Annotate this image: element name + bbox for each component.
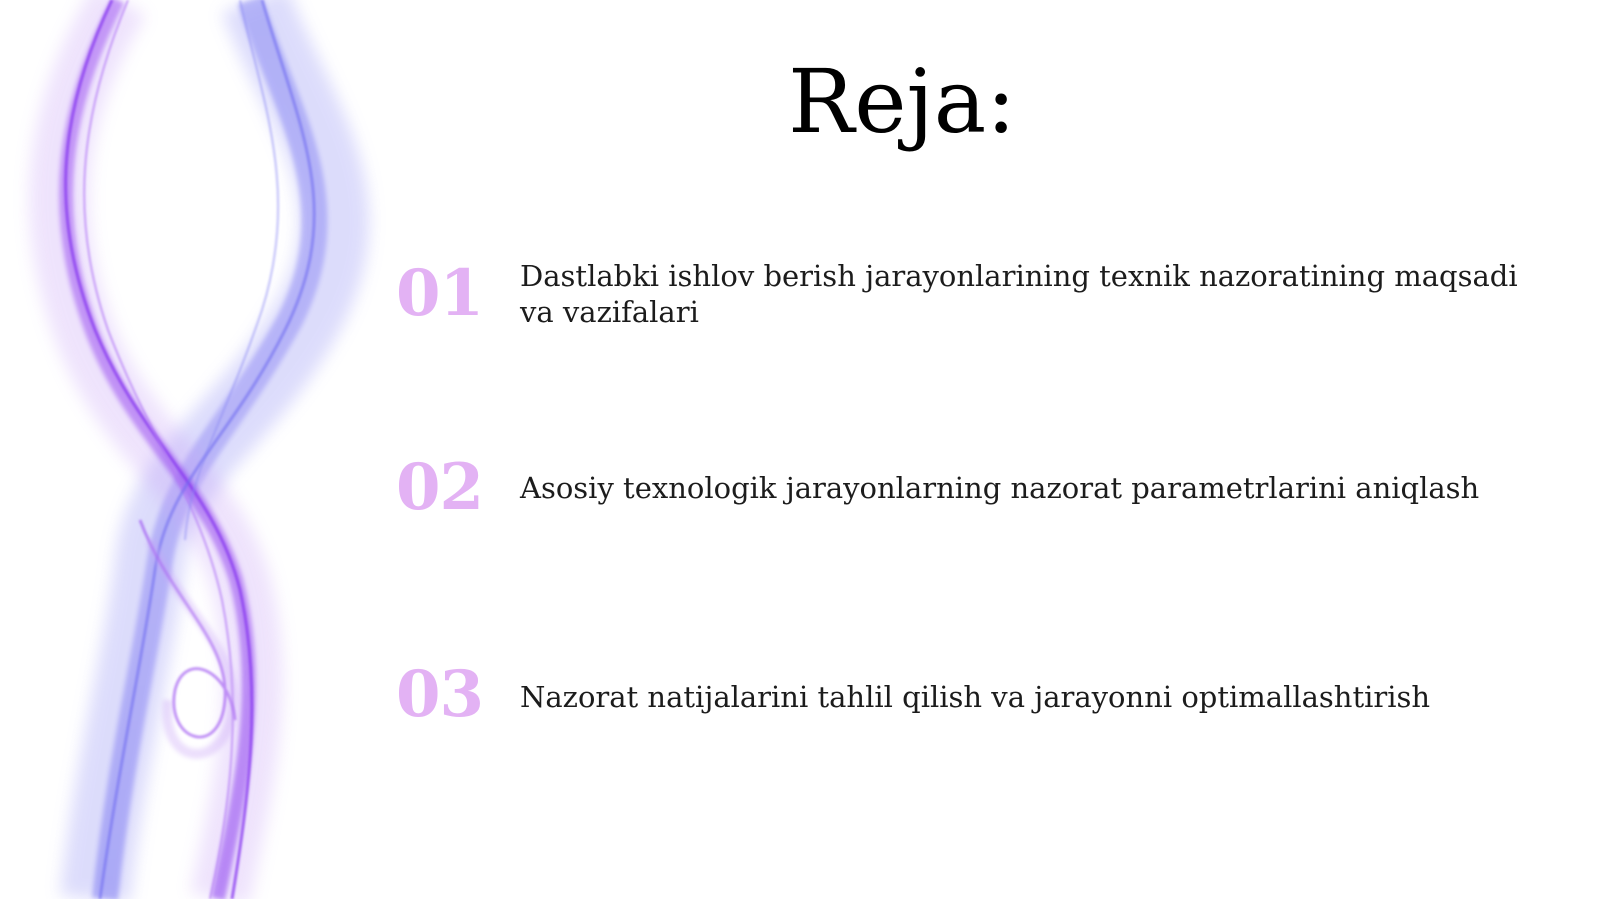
agenda-item-2-text: Asosiy texnologik jarayonlarning nazorat parametrlarini aniqlash [520, 471, 1480, 505]
agenda-item-3-text: Nazorat natijalarini tahlil qilish va jarayonni optimallashtirish [520, 680, 1431, 714]
slide-title: Reja: [788, 50, 1016, 153]
agenda-item-3 [396, 657, 1546, 732]
agenda-item-1 [396, 258, 1546, 330]
agenda-item-2-number: 02 [396, 450, 484, 525]
agenda-item-3-number: 03 [396, 657, 484, 732]
agenda-item-1-text: Dastlabki ishlov berish jarayonlarining texnik nazoratining maqsadi va vazifalari [520, 259, 1518, 329]
agenda-item-2 [396, 450, 1546, 525]
agenda-item-1-number: 01 [396, 256, 484, 331]
